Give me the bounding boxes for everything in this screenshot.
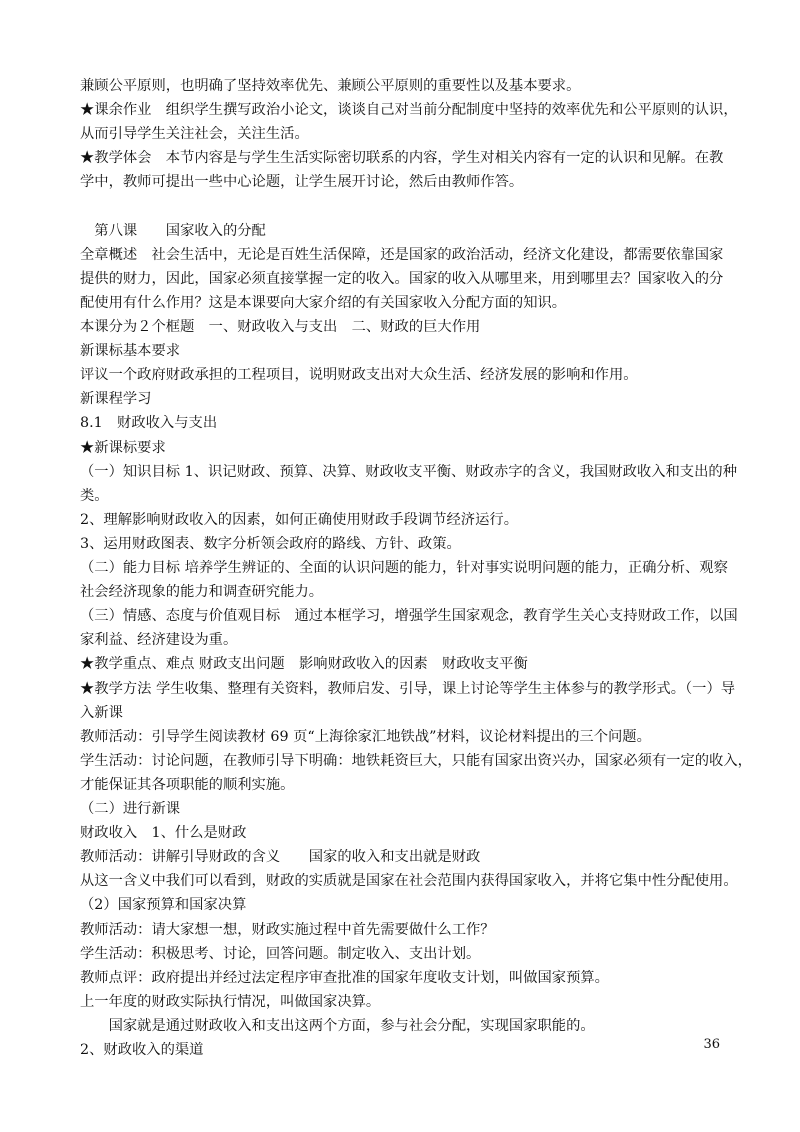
text-line: 才能保证其各项职能的顺利实施。 xyxy=(80,776,295,793)
text-line: （三）情感、态度与价值观目标 通过本框学习，增强学生国家观念，教育学生关心支持财政工作，以国 xyxy=(80,608,738,625)
text-line: 兼顾公平原则，也明确了坚持效率优先、兼顾公平原则的重要性以及基本要求。 xyxy=(80,78,581,94)
text-line: （2）国家预算和国家决算 xyxy=(80,897,247,914)
text-line: 教师活动：讲解引导财政的含义 国家的收入和支出就是财政 xyxy=(80,849,481,866)
page-number: 36 xyxy=(703,1037,720,1052)
text-line: 国家就是通过财政收入和支出这两个方面，参与社会分配，实现国家职能的。 xyxy=(80,1017,595,1034)
text-line: 2、理解影响财政收入的因素，如何正确使用财政手段调节经济运行。 xyxy=(80,511,518,528)
text-line: 从这一含义中我们可以看到，财政的实质就是国家在社会范围内获得国家收入，并将它集中性分配使用。 xyxy=(80,873,738,890)
text-line: 学中，教师可提出一些中心论题，让学生展开讨论，然后由教师作答。 xyxy=(80,174,524,191)
text-line: ★教学方法 学生收集、整理有关资料，教师启发、引导，课上讨论等学生主体参与的教学形式。（一）导 xyxy=(80,680,736,697)
text-line: 财政收入 1、什么是财政 xyxy=(80,825,247,842)
text-line: 社会经济现象的能力和调查研究能力。 xyxy=(80,584,324,601)
text-line: ★新课标要求 xyxy=(80,439,166,456)
text-line: 上一年度的财政实际执行情况，叫做国家决算。 xyxy=(80,993,381,1010)
text-line: ★教学重点、难点 财政支出问题 影响财政收入的因素 财政收支平衡 xyxy=(80,656,528,673)
text-line: 3、运用财政图表、数字分析领会政府的路线、方针、政策。 xyxy=(80,535,461,552)
text-line: 类。 xyxy=(80,487,109,504)
text-line: 入新课 xyxy=(80,704,123,721)
text-line: 家利益、经济建设为重。 xyxy=(80,632,238,649)
text-line: 学生活动：积极思考、讨论，回答问题。制定收入、支出计划。 xyxy=(80,945,481,962)
text-line: 学生活动：讨论问题，在教师引导下明确：地铁耗资巨大，只能有国家出资兴办，国家必须有一定的收入， xyxy=(80,752,752,769)
text-line: ★教学体会 本节内容是与学生生活实际密切联系的内容，学生对相关内容有一定的认识和见解。在教 xyxy=(80,150,724,167)
text-line: （二）进行新课 xyxy=(80,801,181,817)
text-line: 教师活动：引导学生阅读教材 69 页“上海徐家汇地铁战”材料，议论材料提出的三个问题。 xyxy=(80,728,651,745)
text-line: 从而引导学生关注社会，关注生活。 xyxy=(80,126,309,143)
text-line: 全章概述 社会生活中，无论是百姓生活保障，还是国家的政治活动，经济文化建设，都需要依靠国家 xyxy=(80,246,724,263)
text-line: 教师点评：政府提出并经过法定程序审查批准的国家年度收支计划，叫做国家预算。 xyxy=(80,969,609,986)
text-line: 提供的财力，因此，国家必须直接掌握一定的收入。国家的收入从哪里来，用到哪里去？国家收入的分 xyxy=(80,270,724,287)
text-line: （二）能力目标 培养学生辨证的、全面的认识问题的能力，针对事实说明问题的能力，正确分析、观察 xyxy=(80,560,728,576)
text-line: 第八课 国家收入的分配 xyxy=(80,222,266,239)
text-line: 教师活动：请大家想一想，财政实施过程中首先需要做什么工作？ xyxy=(80,921,495,938)
text-line: 配使用有什么作用？这是本课要向大家介绍的有关国家收入分配方面的知识。 xyxy=(80,294,567,311)
text-line: ★课余作业 组织学生撰写政治小论文，谈谈自己对当前分配制度中坚持的效率优先和公平原则的认识， xyxy=(80,102,738,119)
text-line: 新课程学习 xyxy=(80,391,152,408)
text-line: 新课标基本要求 xyxy=(80,343,181,360)
text-line: （一）知识目标 1、识记财政、预算、决算、财政收支平衡、财政赤字的含义，我国财政收入和支出的种 xyxy=(80,463,737,480)
text-line: 本课分为２个框题 一、财政收入与支出 二、财政的巨大作用 xyxy=(80,319,481,335)
text-line: 2、财政收入的渠道 xyxy=(80,1042,204,1058)
text-line: 评议一个政府财政承担的工程项目，说明财政支出对大众生活、经济发展的影响和作用。 xyxy=(80,367,638,384)
text-line: 8.1 财政收入与支出 xyxy=(80,415,218,432)
